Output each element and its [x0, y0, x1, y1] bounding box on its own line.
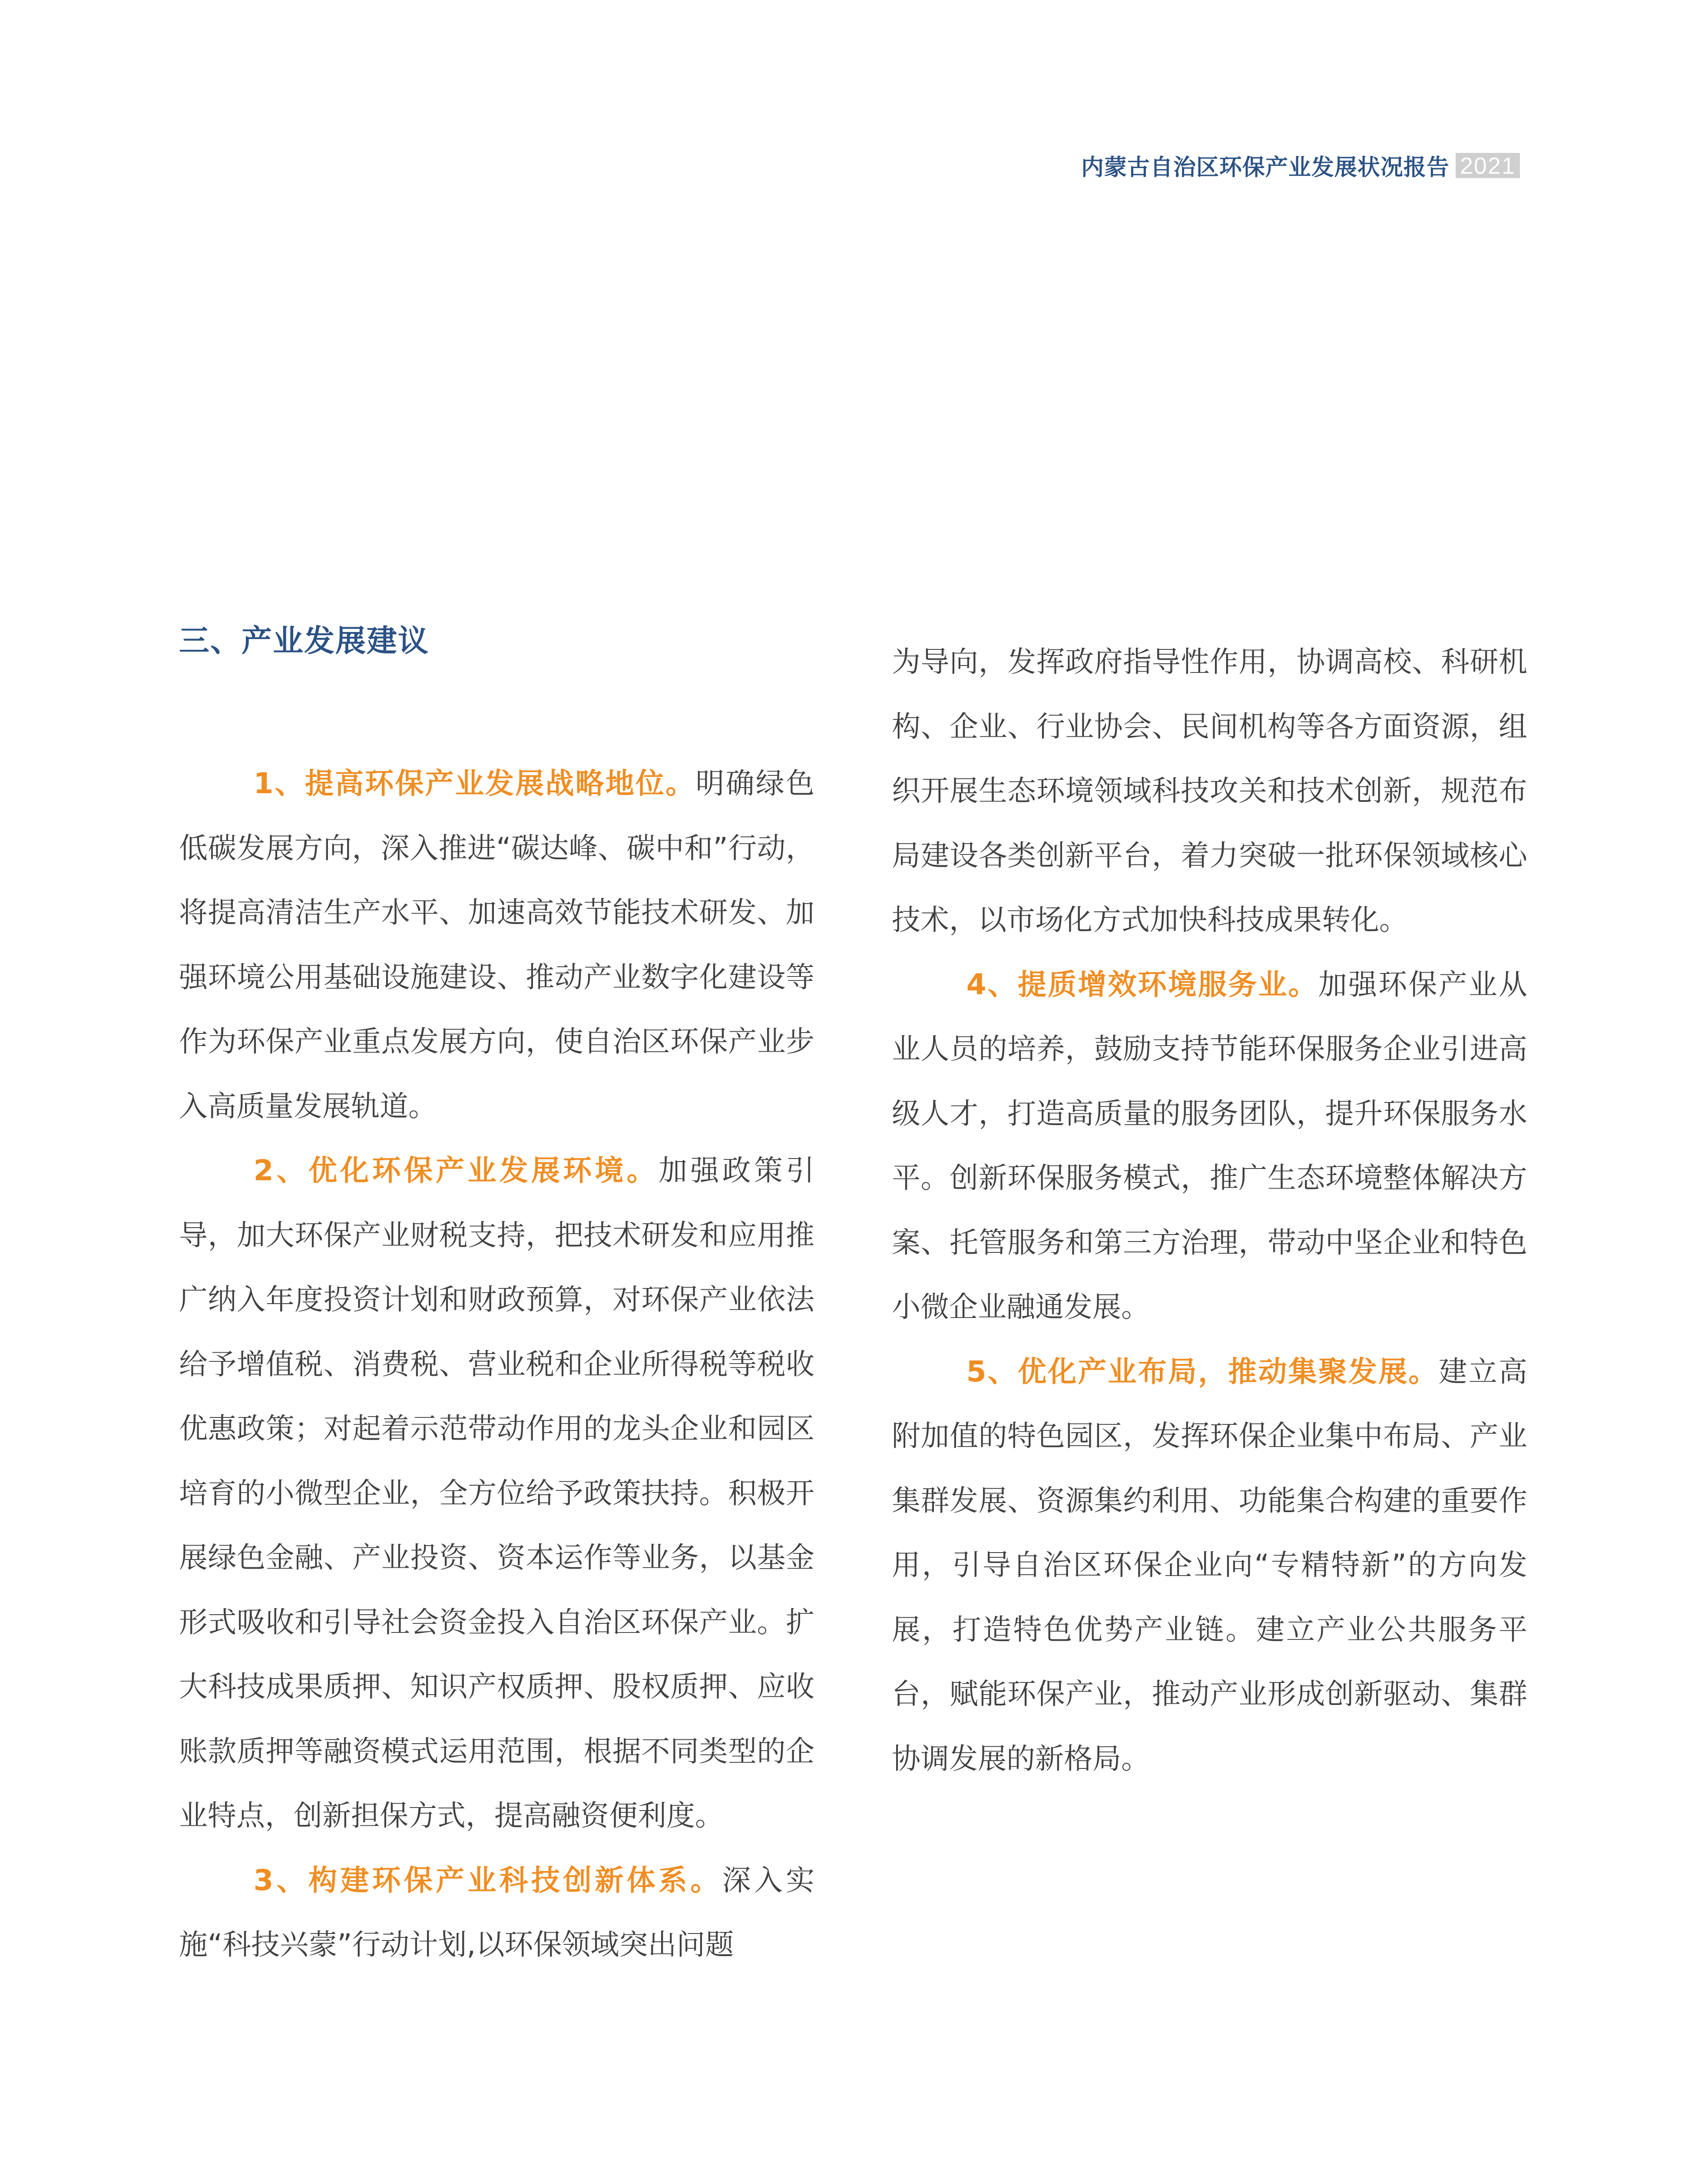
- running-header: [1081, 149, 1520, 182]
- paragraph-5: [892, 1340, 1527, 1791]
- paragraph-2: [179, 1139, 814, 1848]
- paragraph-2-lead: 2、优化环保产业发展环境。: [253, 1154, 659, 1187]
- report-year-badge: 2021: [1456, 153, 1520, 178]
- paragraph-1-text: 明确绿色低碳发展方向，深入推进“碳达峰、碳中和”行动，将提高清洁生产水平、加速高效节能技术研发、加强环境公用基础设施建设、推动产业数字化建设等作为环保产业重点发展方向，使自治区环保产业步入高质量发展轨道。: [179, 767, 814, 1123]
- report-title: 内蒙古自治区环保产业发展状况报告: [1081, 155, 1450, 181]
- paragraph-5-lead: 5、优化产业布局，推动集聚发展。: [966, 1354, 1439, 1388]
- paragraph-4-text: 加强环保产业从业人员的培养，鼓励支持节能环保服务企业引进高级人才，打造高质量的服务团队，提升环保服务水平。创新环保服务模式，推广生态环境整体解决方案、托管服务和第三方治理，带动中坚企业和特色小微企业融通发展。: [892, 967, 1527, 1324]
- paragraph-3-lead: 3、构建环保产业科技创新体系。: [253, 1863, 722, 1897]
- paragraph-2-text: 加强政策引导，加大环保产业财税支持，把技术研发和应用推广纳入年度投资计划和财政预算，对环保产业依法给予增值税、消费税、营业税和企业所得税等税收优惠政策；对起着示范带动作用的龙头企业和园区培育的小微型企业，全方位给予政策扶持。积极开展绿色金融、产业投资、资本运作等业务，以基金形式吸收和引导社会资金投入自治区环保产业。扩大科技成果质押、知识产权质押、股权质押、应收账款质押等融资模式运用范围，根据不同类型的企业特点，创新担保方式，提高融资便利度。: [179, 1154, 814, 1832]
- paragraph-4-lead: 4、提质增效环境服务业。: [966, 967, 1318, 1001]
- paragraph-4: [892, 953, 1527, 1340]
- paragraph-1: [179, 752, 814, 1139]
- paragraph-3-continued: 为导向，发挥政府指导性作用，协调高校、科研机构、企业、行业协会、民间机构等各方面资源，组织开展生态环境领域科技攻关和技术创新，规范布局建设各类创新平台，着力突破一批环保领域核心技术，以市场化方式加快科技成果转化。: [892, 645, 1527, 937]
- paragraph-5-text: 建立高附加值的特色园区，发挥环保企业集中布局、产业集群发展、资源集约利用、功能集合构建的重要作用，引导自治区环保企业向“专精特新”的方向发展，打造特色优势产业链。建立产业公共服务平台，赋能环保产业，推动产业形成创新驱动、集群协调发展的新格局。: [892, 1354, 1527, 1775]
- paragraph-1-lead: 1、提高环保产业发展战略地位。: [253, 767, 696, 800]
- left-column: [179, 623, 814, 1977]
- paragraph-3: [179, 1848, 814, 1977]
- right-column: [892, 630, 1527, 1791]
- paragraph-3-text: 深入实施“科技兴蒙”行动计划,以环保领域突出问题: [179, 1863, 814, 1961]
- section-title: 三、产业发展建议: [179, 623, 429, 659]
